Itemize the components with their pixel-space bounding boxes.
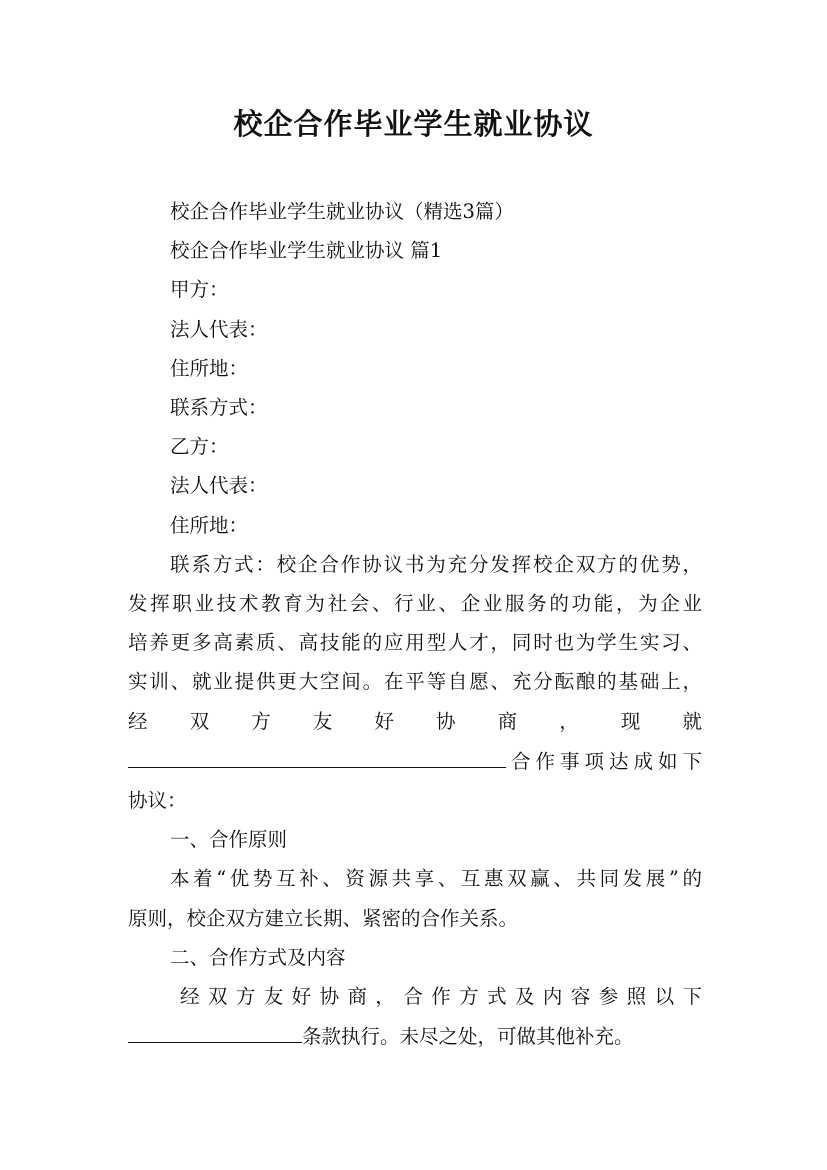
heading-cooperation-principle: 一、合作原则 bbox=[170, 828, 288, 852]
party-b-representative: 法人代表： bbox=[170, 474, 268, 498]
paragraph-line: 联系方式：校企合作协议书为充分发挥校企双方的优势， bbox=[170, 552, 702, 576]
party-a-label: 甲方： bbox=[170, 278, 229, 302]
fill-in-blank bbox=[128, 741, 506, 768]
party-b-label: 乙方： bbox=[170, 435, 229, 459]
paragraph-line: 发挥职业技术教育为社会、行业、企业服务的功能，为企业 bbox=[128, 592, 702, 616]
party-a-representative: 法人代表： bbox=[170, 317, 268, 341]
fill-in-blank bbox=[128, 1016, 302, 1043]
document-body bbox=[128, 192, 702, 1056]
party-a-address: 住所地： bbox=[170, 356, 249, 380]
paragraph-line: 协议： bbox=[128, 789, 187, 813]
paragraph-line: 实训、就业提供更大空间。在平等自愿、充分酝酿的基础上， bbox=[128, 670, 702, 694]
party-a-contact: 联系方式： bbox=[170, 396, 268, 420]
paragraph-line-tail: 合作事项达成如下 bbox=[506, 749, 702, 773]
paragraph-line: 原则，校企双方建立长期、紧密的合作关系。 bbox=[128, 906, 519, 930]
party-b-address: 住所地： bbox=[170, 513, 249, 537]
heading-cooperation-method: 二、合作方式及内容 bbox=[170, 945, 346, 969]
paragraph-line-with-blank bbox=[128, 1016, 702, 1056]
paragraph-line-tail: 条款执行。未尽之处，可做其他补充。 bbox=[302, 1025, 634, 1049]
paragraph-line: 培养更多高素质、高技能的应用型人才，同时也为学生实习、 bbox=[128, 631, 702, 655]
paragraph-line: 本着“优势互补、资源共享、互惠双赢、共同发展”的 bbox=[170, 867, 702, 891]
subtitle-line: 校企合作毕业学生就业协议（精选3篇） bbox=[170, 200, 514, 223]
paragraph-line: 经双方友好协商，合作方式及内容参照以下 bbox=[180, 985, 702, 1009]
paragraph-line: 经 双 方 友 好 协 商 ， 现 就 bbox=[128, 709, 702, 733]
paragraph-line-with-blank bbox=[128, 741, 702, 781]
document-title: 校企合作毕业学生就业协议 bbox=[233, 107, 594, 141]
section-heading: 校企合作毕业学生就业协议 篇1 bbox=[170, 239, 443, 263]
